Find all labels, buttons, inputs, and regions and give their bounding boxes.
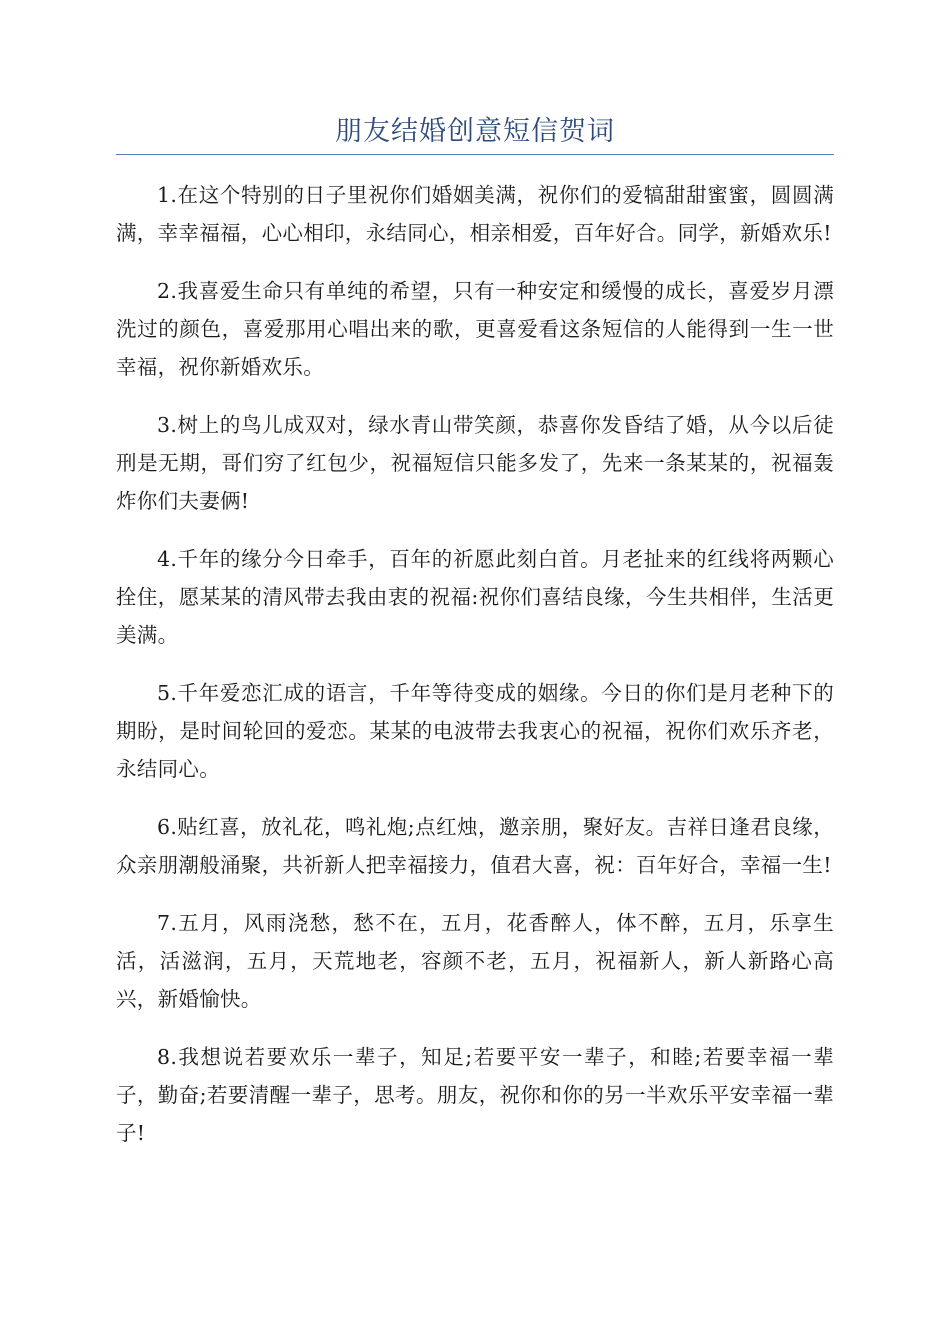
document-body [116,176,834,1172]
paragraph-7: 7.五月，风雨浇愁，愁不在，五月，花香醉人，体不醉，五月，乐享生活，活滋润，五月，天荒地老，容颜不老，五月，祝福新人，新人新路心高兴，新婚愉快。 [116,911,834,1011]
paragraph-8: 8.我想说若要欢乐一辈子，知足;若要平安一辈子，和睦;若要幸福一辈子，勤奋;若要清醒一辈子，思考。朋友，祝你和你的另一半欢乐平安幸福一辈子! [116,1045,834,1145]
paragraph-2: 2.我喜爱生命只有单纯的希望，只有一种安定和缓慢的成长，喜爱岁月漂洗过的颜色，喜爱那用心唱出来的歌，更喜爱看这条短信的人能得到一生一世幸福，祝你新婚欢乐。 [116,279,834,379]
title-divider [116,154,834,155]
paragraph-6: 6.贴红喜，放礼花，鸣礼炮;点红烛，邀亲朋，聚好友。吉祥日逢君良缘，众亲朋潮般涌聚，共祈新人把幸福接力，值君大喜，祝：百年好合，幸福一生! [116,815,834,877]
paragraph-3: 3.树上的鸟儿成双对，绿水青山带笑颜，恭喜你发昏结了婚，从今以后徒刑是无期，哥们穷了红包少，祝福短信只能多发了，先来一条某某的，祝福轰炸你们夫妻俩! [116,413,834,513]
page-title: 朋友结婚创意短信贺词 [335,116,615,147]
paragraph-1: 1.在这个特别的日子里祝你们婚姻美满，祝你们的爱犒甜甜蜜蜜，圆圆满满，幸幸福福，心心相印，永结同心，相亲相爱，百年好合。同学，新婚欢乐! [116,183,834,245]
paragraph-5: 5.千年爱恋汇成的语言，千年等待变成的姻缘。今日的你们是月老种下的期盼，是时间轮回的爱恋。某某的电波带去我衷心的祝福，祝你们欢乐齐老，永结同心。 [116,681,834,781]
paragraph-4: 4.千年的缘分今日牵手，百年的祈愿此刻白首。月老扯来的红线将两颗心拴住，愿某某的清风带去我由衷的祝福:祝你们喜结良缘，今生共相伴，生活更美满。 [116,547,834,647]
